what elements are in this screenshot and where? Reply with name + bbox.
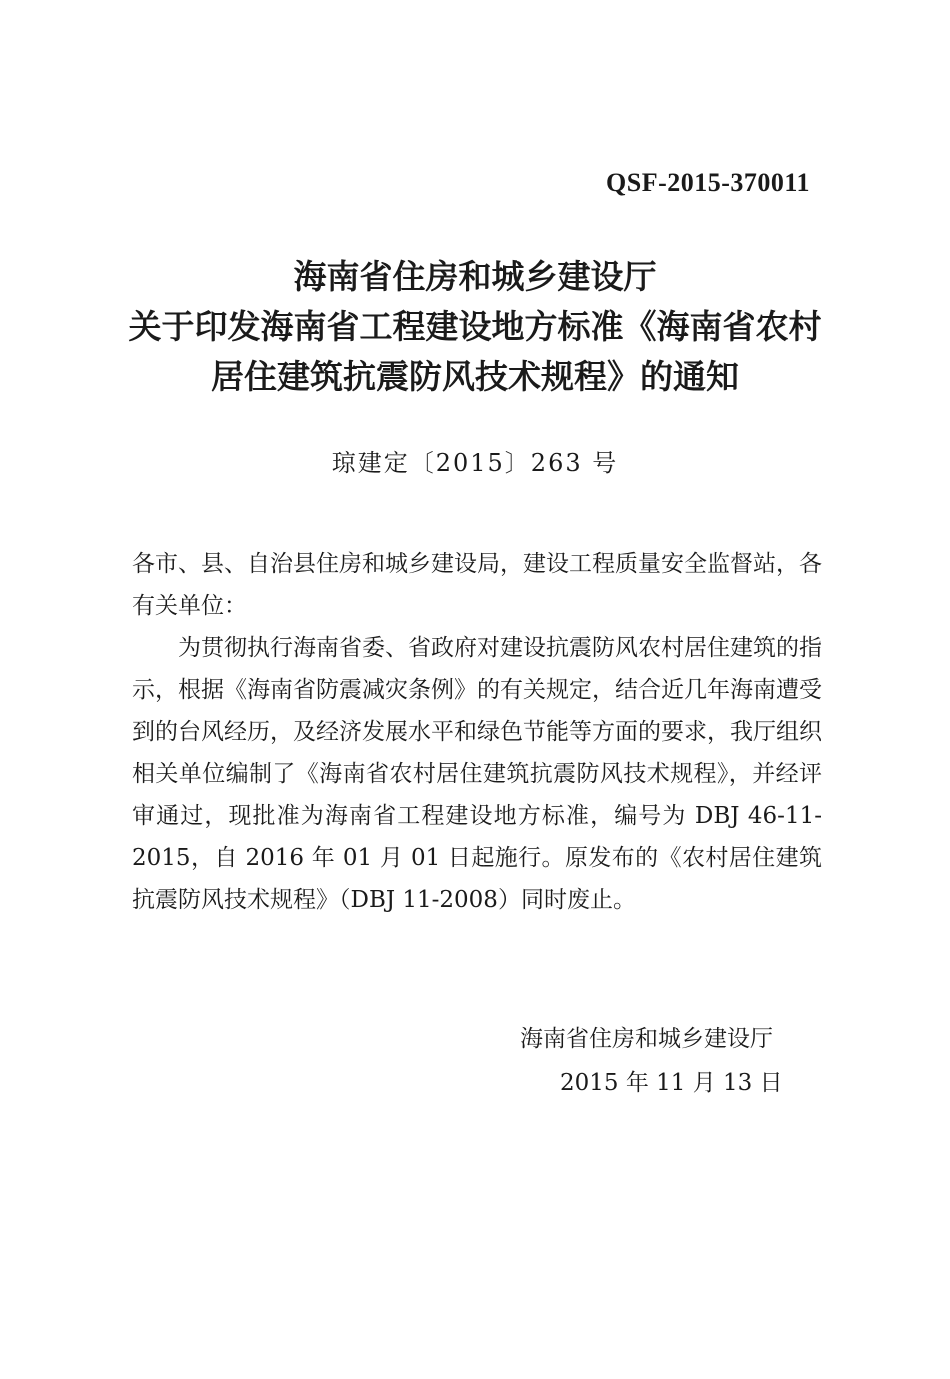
title-line-3: 居住建筑抗震防风技术规程》的通知 xyxy=(211,357,739,396)
signature-organization: 海南省住房和城乡建设厅 xyxy=(520,1026,773,1052)
document-title xyxy=(100,252,850,402)
signature-block xyxy=(520,1017,783,1105)
document-number: 琼建定〔2015〕263 号 xyxy=(331,449,619,477)
document-code: QSF-2015-370011 xyxy=(606,168,810,197)
title-line-2: 关于印发海南省工程建设地方标准《海南省农村 xyxy=(128,307,822,346)
document-body xyxy=(132,543,822,921)
title-line-1: 海南省住房和城乡建设厅 xyxy=(293,257,657,296)
body-paragraph: 为贯彻执行海南省委、省政府对建设抗震防风农村居住建筑的指示，根据《海南省防震减灾条例》的有关规定，结合近几年海南遭受到的台风经历，及经济发展水平和绿色节能等方面的要求，我厅组织相关单位编制了《海南省农村居住建筑抗震防风技术规程》，并经评审通过，现批准为海南省工程建设地方标准，编号为 DBJ 46-11-2015，自 2016 年 01 月 01 日起施行。原发布的《农村居住建筑抗震防风技术规程》（DBJ 11-2008）同时废止。 xyxy=(132,635,822,913)
salutation: 各市、县、自治县住房和城乡建设局，建设工程质量安全监督站，各有关单位： xyxy=(132,551,822,619)
signature-date: 2015 年 11 月 13 日 xyxy=(560,1070,783,1096)
